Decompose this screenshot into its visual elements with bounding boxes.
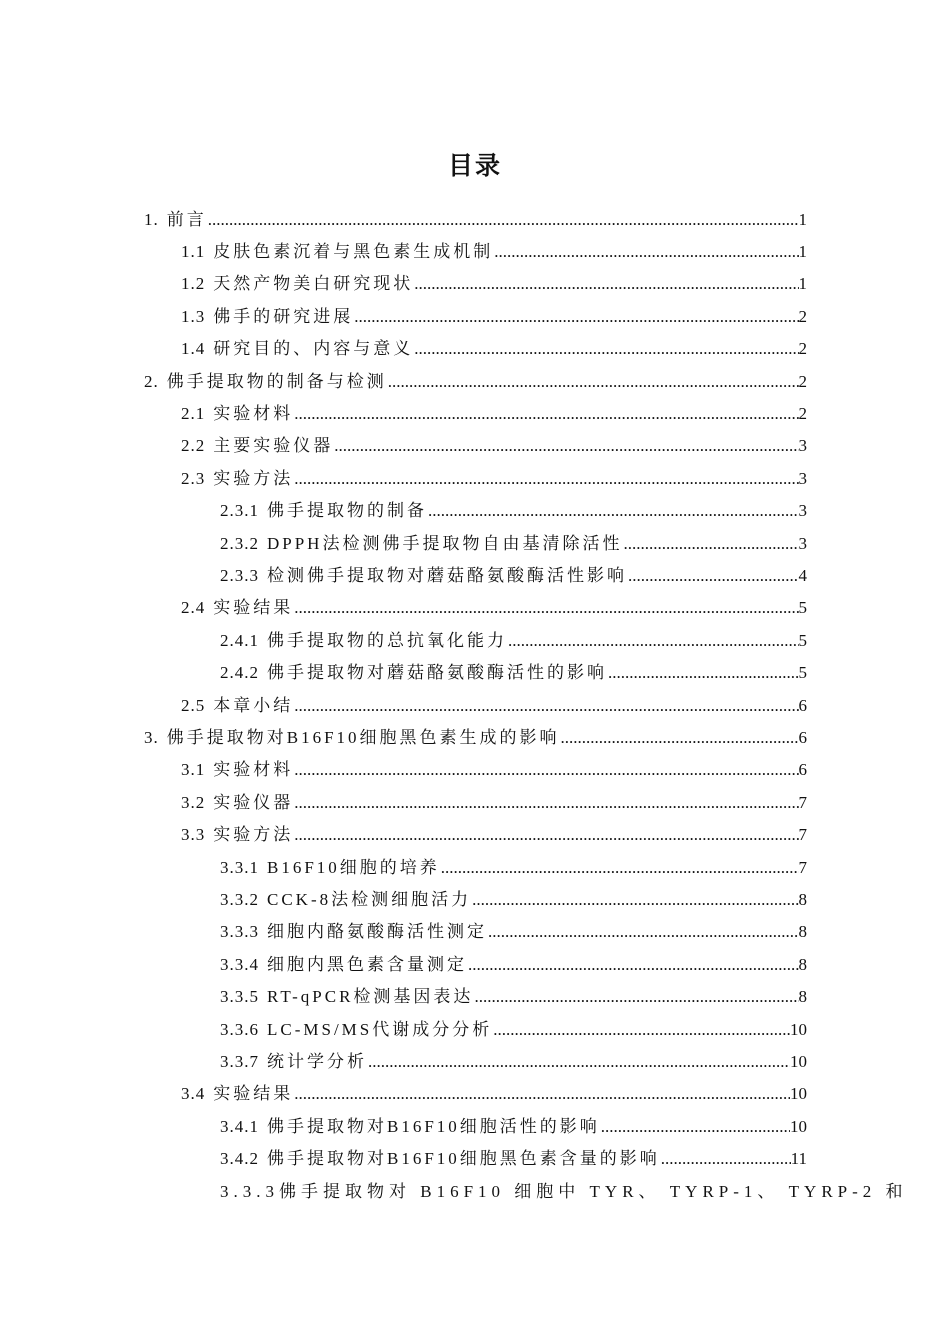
toc-entry-page: 8 <box>798 922 807 941</box>
toc-entry-page: 5 <box>798 598 807 617</box>
toc-entry[interactable] <box>181 432 807 460</box>
toc-entry-page: 8 <box>798 890 807 909</box>
toc-entry-number: 3.3.3 <box>220 922 259 941</box>
dot-leader <box>207 206 799 234</box>
toc-entry-text: B16F10细胞的培养 <box>267 858 440 877</box>
toc-entry-number: 2.3.3 <box>220 566 259 585</box>
toc-entry-text: 实验仪器 <box>213 793 294 812</box>
dot-leader <box>507 627 799 655</box>
toc-entry-text: 细胞内酪氨酸酶活性测定 <box>267 922 487 941</box>
toc-entry-text: 实验结果 <box>213 598 294 617</box>
toc-entry[interactable] <box>144 368 807 396</box>
dot-leader <box>660 1145 791 1173</box>
dot-leader <box>353 303 798 331</box>
toc-entry[interactable] <box>181 756 807 784</box>
toc-entry[interactable] <box>181 594 807 622</box>
toc-entry-text: 3.3.3佛手提取物对 B16F10 细胞中 TYR、 TYRP-1、 TYRP-2 和 <box>220 1182 908 1201</box>
toc-entry-text: 佛手提取物的总抗氧化能力 <box>267 631 507 650</box>
toc-entry[interactable] <box>144 724 807 752</box>
toc-entry-page: 6 <box>798 760 807 779</box>
toc-entry-number: 1. <box>144 210 159 229</box>
toc-entry-text: 实验材料 <box>213 760 294 779</box>
dot-leader <box>333 432 798 460</box>
toc-entry-page: 8 <box>798 987 807 1006</box>
toc-entry[interactable] <box>220 659 807 687</box>
toc-entry[interactable] <box>181 303 807 331</box>
toc-entry-page: 3 <box>798 501 807 520</box>
toc-entry-number: 1.4 <box>181 339 206 358</box>
toc-entry[interactable] <box>220 1048 807 1076</box>
toc-entry-text: 天然产物美白研究现状 <box>213 274 414 293</box>
dot-leader <box>440 854 799 882</box>
toc-entry-page: 3 <box>798 436 807 455</box>
toc-entry-number: 3.3.1 <box>220 858 259 877</box>
toc-entry-page: 2 <box>798 307 807 326</box>
toc-entry-text: 佛手的研究进展 <box>213 307 354 326</box>
toc-entry-page: 11 <box>790 1149 807 1168</box>
toc-entry[interactable] <box>181 789 807 817</box>
toc-entry-page: 3 <box>798 469 807 488</box>
toc-entry[interactable] <box>220 562 807 590</box>
toc-entry-number: 3.2 <box>181 793 206 812</box>
toc-entry-text: 本章小结 <box>213 696 294 715</box>
dot-leader <box>293 821 798 849</box>
dot-leader <box>471 886 798 914</box>
toc-entry-number: 3.4.1 <box>220 1117 259 1136</box>
toc-entry-text: 实验方法 <box>213 825 294 844</box>
toc-entry-number: 2.5 <box>181 696 206 715</box>
toc-entry[interactable] <box>181 821 807 849</box>
toc-entry-page: 4 <box>798 566 807 585</box>
toc-entry[interactable] <box>220 1016 807 1044</box>
dot-leader <box>293 400 798 428</box>
toc-entry[interactable] <box>181 1080 807 1108</box>
toc-entry-page: 6 <box>798 696 807 715</box>
toc-entry-number: 3.3.7 <box>220 1052 259 1071</box>
dot-leader <box>622 530 798 558</box>
dot-leader <box>293 756 798 784</box>
toc-entry[interactable] <box>220 497 807 525</box>
toc-entry-number: 3.1 <box>181 760 206 779</box>
dot-leader <box>487 918 799 946</box>
toc-entry-number: 3.4.2 <box>220 1149 259 1168</box>
toc-entry-number: 3. <box>144 728 159 747</box>
toc-entry-text: 检测佛手提取物对蘑菇酪氨酸酶活性影响 <box>267 566 627 585</box>
toc-entry-number: 2.3.1 <box>220 501 259 520</box>
dot-leader <box>387 368 799 396</box>
dot-leader <box>293 692 798 720</box>
dot-leader <box>293 1080 790 1108</box>
toc-entry[interactable] <box>220 886 807 914</box>
toc-entry-page: 5 <box>798 663 807 682</box>
dot-leader <box>293 789 798 817</box>
toc-entry-text: 佛手提取物对B16F10细胞黑色素含量的影响 <box>267 1149 660 1168</box>
toc-entry-page: 1 <box>798 274 807 293</box>
toc-entry-number: 3.3.6 <box>220 1020 259 1039</box>
toc-entry[interactable] <box>144 206 807 234</box>
toc-entry-page: 7 <box>798 858 807 877</box>
toc-entry-number: 3.3 <box>181 825 206 844</box>
toc-entry-page: 2 <box>798 404 807 423</box>
toc-entry[interactable] <box>220 951 807 979</box>
dot-leader <box>293 594 798 622</box>
toc-entry[interactable] <box>181 335 807 363</box>
toc-entry-page: 10 <box>790 1084 807 1103</box>
toc-entry-page: 3 <box>798 534 807 553</box>
toc-entry-number: 2.4.2 <box>220 663 259 682</box>
toc-entry-number: 1.1 <box>181 242 206 261</box>
toc-entry-number: 1.3 <box>181 307 206 326</box>
toc-entry-number: 2.4.1 <box>220 631 259 650</box>
dot-leader <box>607 659 799 687</box>
toc-entry[interactable] <box>220 1145 807 1173</box>
dot-leader <box>492 1016 790 1044</box>
toc-entry-text: 实验结果 <box>213 1084 294 1103</box>
toc-entry-page: 10 <box>790 1117 807 1136</box>
toc-entry-number: 2.2 <box>181 436 206 455</box>
toc-entry-number: 3.3.4 <box>220 955 259 974</box>
toc-entry[interactable] <box>181 270 807 298</box>
toc-entry-continued[interactable] <box>220 1178 908 1206</box>
toc-entry[interactable] <box>181 692 807 720</box>
toc-entry[interactable] <box>220 627 807 655</box>
toc-entry-page: 7 <box>798 825 807 844</box>
toc-entry-text: 前言 <box>166 210 207 229</box>
toc-entry-text: 皮肤色素沉着与黑色素生成机制 <box>213 242 494 261</box>
toc-entry-number: 3.3.2 <box>220 890 259 909</box>
toc-entry-number: 2.4 <box>181 598 206 617</box>
toc-entry-number: 3.4 <box>181 1084 206 1103</box>
dot-leader <box>560 724 799 752</box>
toc-entry-text: 佛手提取物对B16F10细胞黑色素生成的影响 <box>166 728 560 747</box>
toc-entry[interactable] <box>220 530 807 558</box>
toc-entry[interactable] <box>181 400 807 428</box>
toc-entry-text: 佛手提取物对B16F10细胞活性的影响 <box>267 1117 600 1136</box>
toc-entry-number: 2. <box>144 372 159 391</box>
toc-entry-number: 2.1 <box>181 404 206 423</box>
toc-entry[interactable] <box>220 854 807 882</box>
toc-entry-text: 实验方法 <box>213 469 294 488</box>
toc-entry-page: 5 <box>798 631 807 650</box>
dot-leader <box>427 497 799 525</box>
toc-entry-text: LC-MS/MS代谢成分分析 <box>267 1020 493 1039</box>
toc-entry-text: DPPH法检测佛手提取物自由基清除活性 <box>267 534 623 553</box>
toc-entry-number: 3.3.5 <box>220 987 259 1006</box>
dot-leader <box>293 465 798 493</box>
dot-leader <box>467 951 799 979</box>
toc-entry-page: 2 <box>798 372 807 391</box>
toc-entry-page: 1 <box>798 242 807 261</box>
toc-entry-page: 6 <box>798 728 807 747</box>
toc-entry-text: 研究目的、内容与意义 <box>213 339 414 358</box>
toc-entry[interactable] <box>220 918 807 946</box>
toc-entry-page: 8 <box>798 955 807 974</box>
dot-leader <box>473 983 798 1011</box>
toc-entry-page: 1 <box>798 210 807 229</box>
dot-leader <box>413 335 798 363</box>
toc-entry[interactable] <box>220 1113 807 1141</box>
toc-entry-text: RT-qPCR检测基因表达 <box>267 987 474 1006</box>
dot-leader <box>493 238 798 266</box>
dot-leader <box>627 562 799 590</box>
toc-entry-number: 2.3.2 <box>220 534 259 553</box>
toc-entry-text: 佛手提取物的制备与检测 <box>166 372 387 391</box>
toc-entry-page: 10 <box>790 1020 807 1039</box>
toc-entry-text: 佛手提取物对蘑菇酪氨酸酶活性的影响 <box>267 663 607 682</box>
dot-leader <box>413 270 798 298</box>
toc-entry-text: 统计学分析 <box>267 1052 367 1071</box>
toc-entry[interactable] <box>220 983 807 1011</box>
toc-entry-text: 主要实验仪器 <box>213 436 334 455</box>
toc-entry-text: 佛手提取物的制备 <box>267 501 427 520</box>
toc-entry-text: 细胞内黑色素含量测定 <box>267 955 467 974</box>
toc-entry-page: 7 <box>798 793 807 812</box>
toc-entry-text: CCK-8法检测细胞活力 <box>267 890 472 909</box>
dot-leader <box>600 1113 790 1141</box>
toc-entry-number: 1.2 <box>181 274 206 293</box>
dot-leader <box>367 1048 790 1076</box>
toc-entry-number: 2.3 <box>181 469 206 488</box>
toc-entry[interactable] <box>181 465 807 493</box>
toc-entry-page: 2 <box>798 339 807 358</box>
toc-entry-text: 实验材料 <box>213 404 294 423</box>
toc-entry[interactable] <box>181 238 807 266</box>
toc-title: 目录 <box>447 151 502 180</box>
toc-entry-page: 10 <box>790 1052 807 1071</box>
